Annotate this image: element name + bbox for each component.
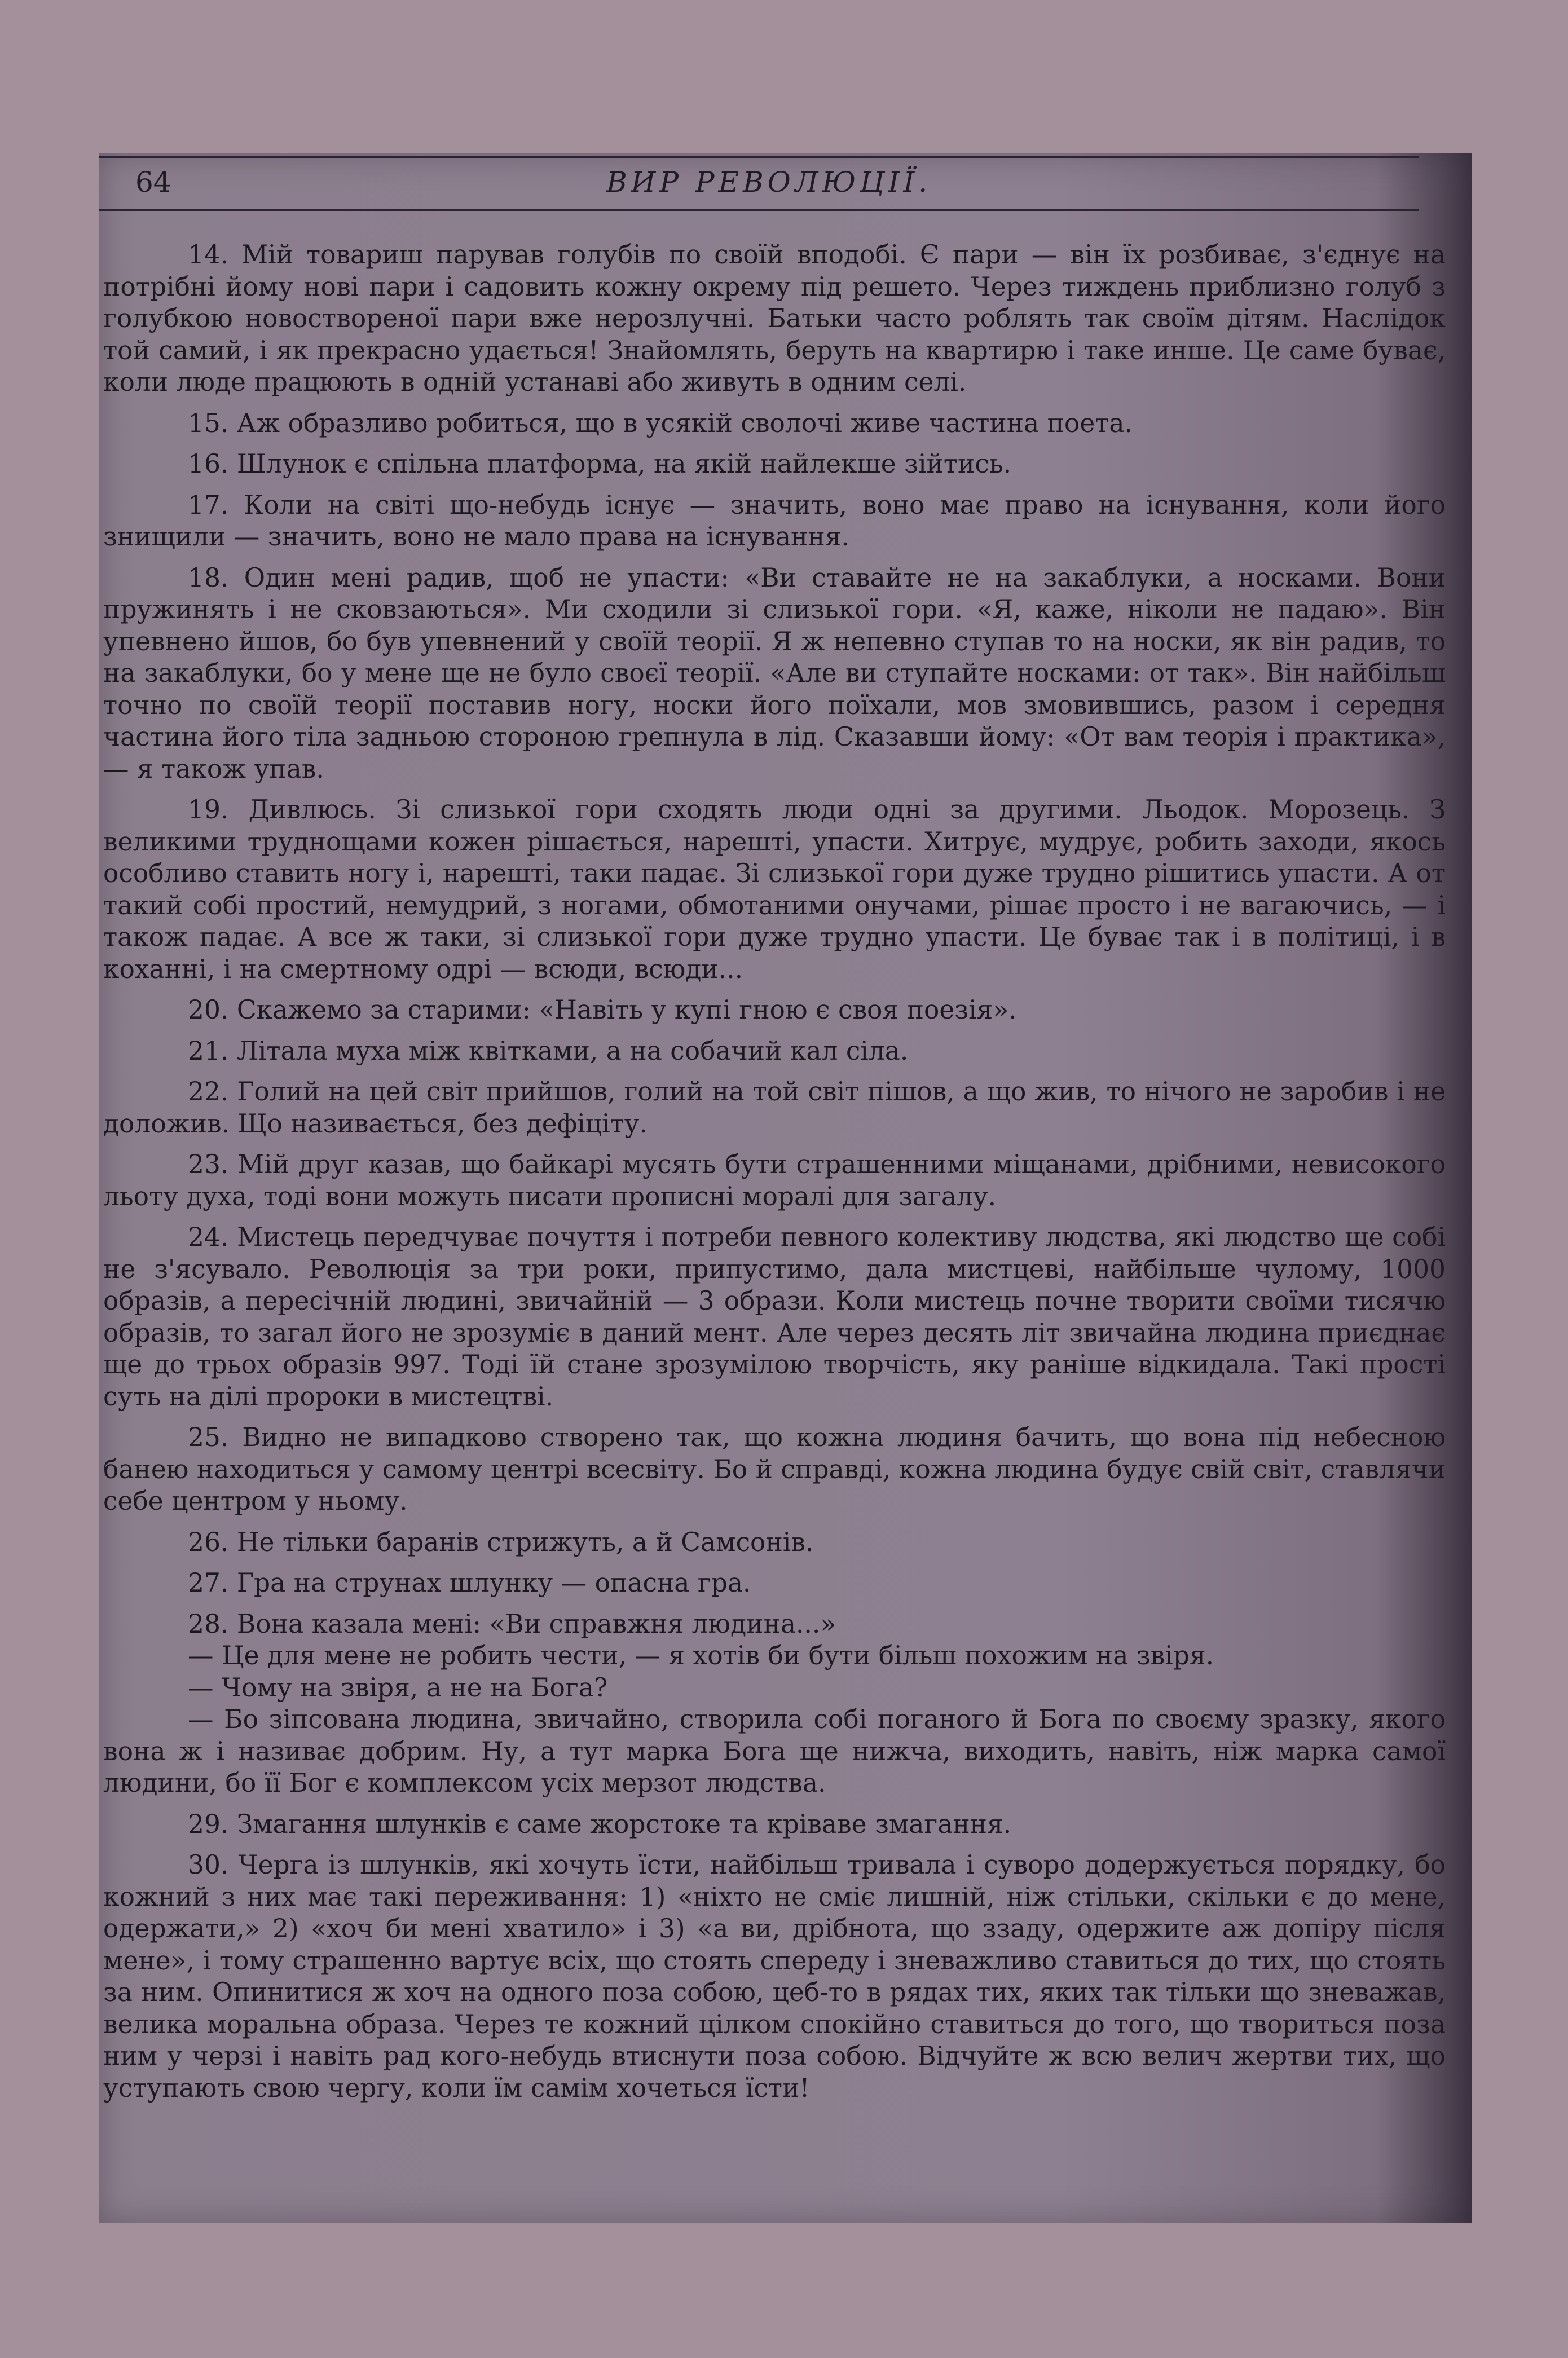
aphorism-24: 24. Мистець передчуває почуття і потреби певного колективу людства, які людство ще собі не з'ясувало. Революція за три роки, припустимо, дала мистцеві, найбільше чулому, 1000 образів, а пересічній людині, звичайній — 3 образи. Коли мистець почне творити своїми тисячю образів, то загал його не зрозуміє в даний мент. Але через десять літ звичайна людина приєднає ще до трьох образів 997. Тоді їй стане зрозумілою творчість, яку раніше відкидала. Такі прості суть на ділі пророки в мистецтві. <box>103 1222 1446 1412</box>
aphorism-27: 27. Гра на струнах шлунку — опасна гра. <box>188 1568 751 1598</box>
header-rule-top <box>99 156 1419 158</box>
body-text <box>103 239 1446 2113</box>
aphorism-19: 19. Дивлюсь. Зі слизької гори сходять люди одні за другими. Льодок. Морозець. З великими труднощами кожен рішається, нарешті, упасти. Хитрує, мудрує, робить заходи, якось особливо ставить ногу і, нарешті, таки падає. Зі слизької гори дуже трудно рішитись упасти. А от такий собі простий, немудрий, з ногами, обмотаними онучами, рішає просто і не вагаючись, — і також падає. А все ж таки, зі слизької гори дуже трудно упасти. Це буває так і в політиці, і в коханні, і на смертному одрі — всюди, всюди... <box>103 795 1446 984</box>
aphorism-20: 20. Скажемо за старими: «Навіть у купі гною є своя поезія». <box>188 995 1017 1025</box>
aphorism-30: 30. Черга із шлунків, які хочуть їсти, найбільш тривала і суворо додержується порядку, бо кожний з них має такі переживання: 1) «ніхто не сміє лишній, ніж стільки, скільки є до мене, одержати,» 2) «хоч би мені хватило» і 3) «а ви, дрібнота, що ззаду, одержите аж допіру після мене», і тому страшенно вартує всіх, що стоять спереду і зневажливо ставиться до тих, що стоять за ним. Опинитися ж хоч на одного поза собою, цеб-то в рядах тих, яких так тільки що зневажав, велика моральна образа. Через те кожний цілком спокійно ставиться до того, що твориться поза ним у черзі і навіть рад кого-небудь втиснути поза собою. Відчуйте ж всю велич жертви тих, що уступають свою чергу, коли їм самім хочеться їсти! <box>103 1850 1446 2103</box>
aphorism-26: 26. Не тільки баранів стрижуть, а й Самсонів. <box>188 1527 814 1557</box>
aphorism-17: 17. Коли на світі що-небудь існує — значить, воно має право на існування, коли його знищили — значить, воно не мало права на існування. <box>103 490 1446 552</box>
aphorism-25: 25. Видно не випадково створено так, що кожна людиня бачить, що вона під небесною банею находиться у самому центрі всесвіту. Бо й справді, кожна людина будує свій світ, ставлячи себе центром у ньому. <box>103 1422 1446 1516</box>
running-head: ВИР РЕВОЛЮЦІЇ. <box>606 166 932 199</box>
aphorism-29: 29. Змагання шлунків є саме жорстоке та кріваве змагання. <box>188 1809 1012 1839</box>
aphorism-28-line: — Чому на звіря, а не на Бога? <box>188 1672 608 1703</box>
aphorism-23: 23. Мій друг казав, що байкарі мусять бути страшенними міщанами, дрібними, невисокого льоту духа, тоді вони можуть писати прописні моралі для загалу. <box>103 1149 1446 1211</box>
page-header <box>99 153 1472 210</box>
aphorism-14: 14. Мій товариш парував голубів по своїй вподобі. Є пари — він їх розбиває, з'єднує на потрібні йому нові пари і садовить кожну окрему під решето. Через тиждень приблизно голуб з голубкою новоствореної пари вже нерозлучні. Батьки часто роблять так своїм дітям. Наслідок той самий, і як прекрасно удається! Знайомлять, беруть на квартирю і таке инше. Це саме буває, коли люде працюють в одній устанаві або живуть в одним селі. <box>103 240 1446 397</box>
aphorism-16: 16. Шлунок є спільна платформа, на якій найлекше зійтись. <box>188 449 1012 479</box>
header-rule-bottom <box>99 209 1419 211</box>
aphorism-28-intro: 28. Вона казала мені: «Ви справжня людина...» <box>188 1608 836 1639</box>
scanned-page <box>99 153 1472 2223</box>
aphorism-28-line: — Це для мене не робить чести, — я хотів би бути більш похожим на звіря. <box>188 1641 1214 1671</box>
page-number: 64 <box>135 166 171 199</box>
aphorism-18: 18. Один мені радив, щоб не упасти: «Ви ставайте не на закаблуки, а носками. Вони пружинять і не сковзаються». Ми сходили зі слизької гори. «Я, каже, ніколи не падаю». Він упевнено йшов, бо був упевнений у своїй теорії. Я ж непевно ступав то на носки, як він радив, то на закаблуки, бо у мене ще не було своєї теорії. «Але ви ступайте носками: от так». Він найбільш точно по своїй теорії поставив ногу, носки його поїхали, мов змовившись, разом і середня частина його тіла задньою стороною грепнула в лід. Сказавши йому: «От вам теорія і практика», — я також упав. <box>103 562 1446 784</box>
aphorism-15: 15. Аж образливо робиться, що в усякій сволочі живе частина поета. <box>188 408 1133 438</box>
aphorism-28-line: — Бо зіпсована людина, звичайно, створила собі поганого й Бога по своєму зразку, якого вона ж і називає добрим. Ну, а тут марка Бога ще нижча, виходить, навіть, ніж марка самої людини, бо її Бог є комплексом усіх мерзот людства. <box>103 1704 1446 1798</box>
aphorism-22: 22. Голий на цей світ прийшов, голий на той світ пішов, а що жив, то нічого не заробив і не доложив. Що називається, без дефіціту. <box>103 1077 1446 1139</box>
aphorism-21: 21. Літала муха між квітками, а на собачий кал сіла. <box>188 1035 909 1066</box>
